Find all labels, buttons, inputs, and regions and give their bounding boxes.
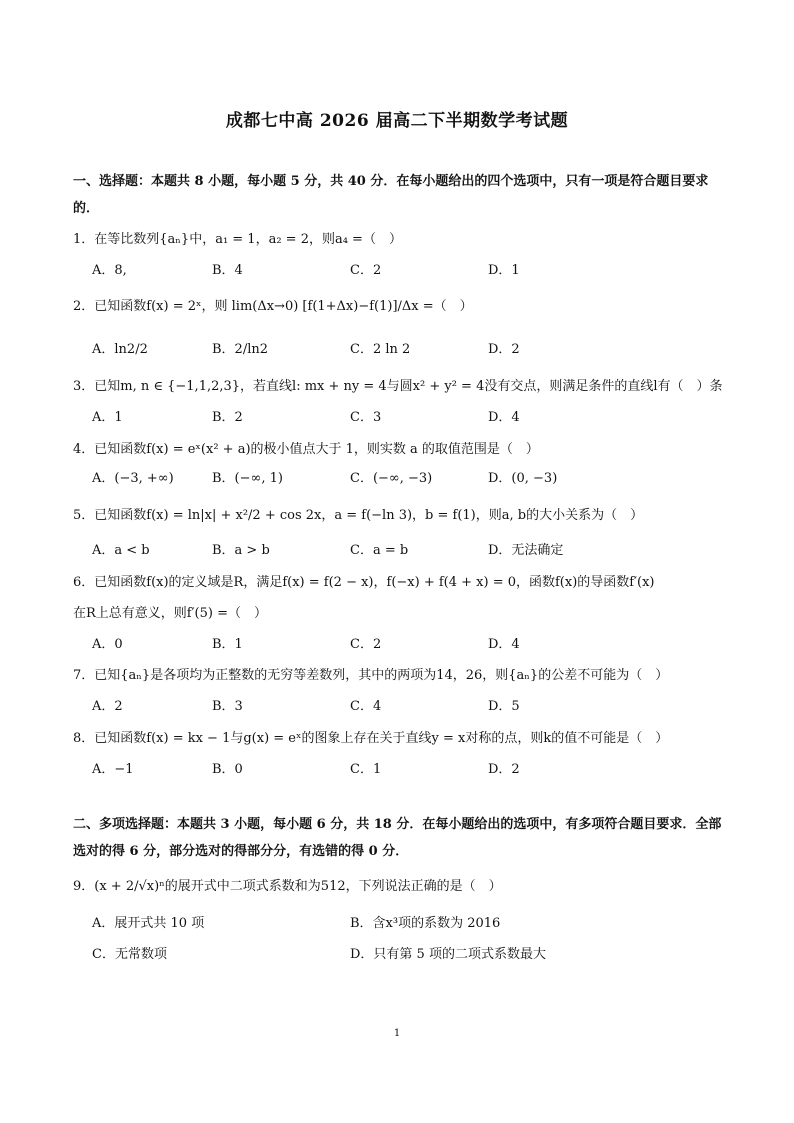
page-title: 成都七中高 2026 届高二下半期数学考试题 [225, 111, 569, 131]
option-b: B．2 [212, 410, 243, 425]
option-a: A．0 [92, 637, 123, 652]
option-a: A．展开式共 10 项 [92, 916, 205, 931]
option-b: B．0 [212, 762, 243, 777]
option-d: D．无法确定 [488, 543, 564, 558]
option-c: C．2 [350, 637, 382, 652]
option-d: D．4 [488, 637, 520, 652]
option-c: C．无常数项 [92, 947, 167, 962]
option-c: C．2 [350, 263, 382, 278]
question-1-options [92, 261, 732, 281]
option-d: D．2 [488, 762, 520, 777]
question-9-options-row-1 [92, 914, 732, 934]
option-b: B．3 [212, 699, 243, 714]
option-c: C．2 ln 2 [350, 342, 411, 357]
option-c: C．3 [350, 410, 382, 425]
option-c: C．a = b [350, 543, 409, 558]
question-7: 7．已知{aₙ}是各项均为正整数的无穷等差数列，其中的两项为14，26，则{aₙ}的公差不可能为（ ） [73, 668, 669, 683]
question-4: 4．已知函数f(x) = eˣ(x² + a)的极小值点大于 1，则实数 a 的取值范围是（ ） [73, 442, 539, 457]
option-a: A．−1 [92, 762, 134, 777]
question-8-options [92, 760, 732, 780]
option-d: D．只有第 5 项的二项式系数最大 [350, 947, 546, 962]
section-2-heading: 二、多项选择题：本题共 3 小题，每小题 6 分，共 18 分．在每小题给出的选项中，有多项符合题目要求．全部选对的得 6 分，部分选对的得部分分，有选错的得 0 分． [73, 817, 722, 859]
option-b: B．含x³项的系数为 2016 [350, 916, 501, 931]
option-d: D．4 [488, 410, 520, 425]
question-2-options [92, 340, 732, 360]
option-b: B．4 [212, 263, 243, 278]
question-7-options [92, 697, 732, 717]
option-c: C．(−∞, −3) [350, 471, 433, 486]
option-a: A．2 [92, 699, 123, 714]
question-4-options [92, 469, 732, 489]
question-9: 9．(x + 2/√x)ⁿ的展开式中二项式系数和为512，下列说法正确的是（ ） [73, 879, 502, 894]
option-b: B．(−∞, 1) [212, 471, 283, 486]
question-8: 8．已知函数f(x) = kx − 1与g(x) = eˣ的图象上存在关于直线y = x对称的点，则k的值不可能是（ ） [73, 731, 669, 746]
question-3-options [92, 408, 732, 428]
option-a: A．1 [92, 410, 123, 425]
question-6-line-2: 在R上总有意义，则f′(5) =（ ） [73, 606, 267, 621]
question-5: 5．已知函数f(x) = ln|x| + x²/2 + cos 2x，a = f(−ln 3)，b = f(1)，则a, b的大小关系为（ ） [73, 508, 644, 523]
option-d: D．(0, −3) [488, 471, 558, 486]
question-3: 3．已知m, n ∈ {−1,1,2,3}，若直线l: mx + ny = 4与圆x² + y² = 4没有交点，则满足条件的直线l有（ ）条 [73, 379, 723, 394]
option-c: C．4 [350, 699, 382, 714]
question-2: 2．已知函数f(x) = 2ˣ，则 lim(Δx→0) [f(1+Δx)−f(1)]/Δx =（ ） [73, 299, 473, 314]
question-5-options [92, 541, 732, 561]
question-6-options [92, 635, 732, 655]
option-a: A．ln2/2 [92, 342, 148, 357]
section-1-heading: 一、选择题：本题共 8 小题，每小题 5 分，共 40 分．在每小题给出的四个选项中，只有一项是符合题目要求的． [73, 174, 709, 216]
option-b: B．1 [212, 637, 243, 652]
option-d: D．1 [488, 263, 520, 278]
option-c: C．1 [350, 762, 382, 777]
question-9-options-row-2 [92, 945, 732, 965]
option-d: D．2 [488, 342, 520, 357]
option-b: B．a > b [212, 543, 270, 558]
page-number: 1 [393, 1028, 401, 1039]
option-a: A．a < b [92, 543, 150, 558]
question-1: 1．在等比数列{aₙ}中，a₁ = 1，a₂ = 2，则a₄ =（ ） [73, 232, 402, 247]
option-a: A．8, [92, 263, 127, 278]
option-b: B．2/ln2 [212, 342, 269, 357]
question-6: 6．已知函数f(x)的定义域是R，满足f(x) = f(2 − x)，f(−x) + f(4 + x) = 0，函数f(x)的导函数f′(x) [73, 575, 655, 590]
option-d: D．5 [488, 699, 520, 714]
option-a: A．(−3, +∞) [92, 471, 174, 486]
